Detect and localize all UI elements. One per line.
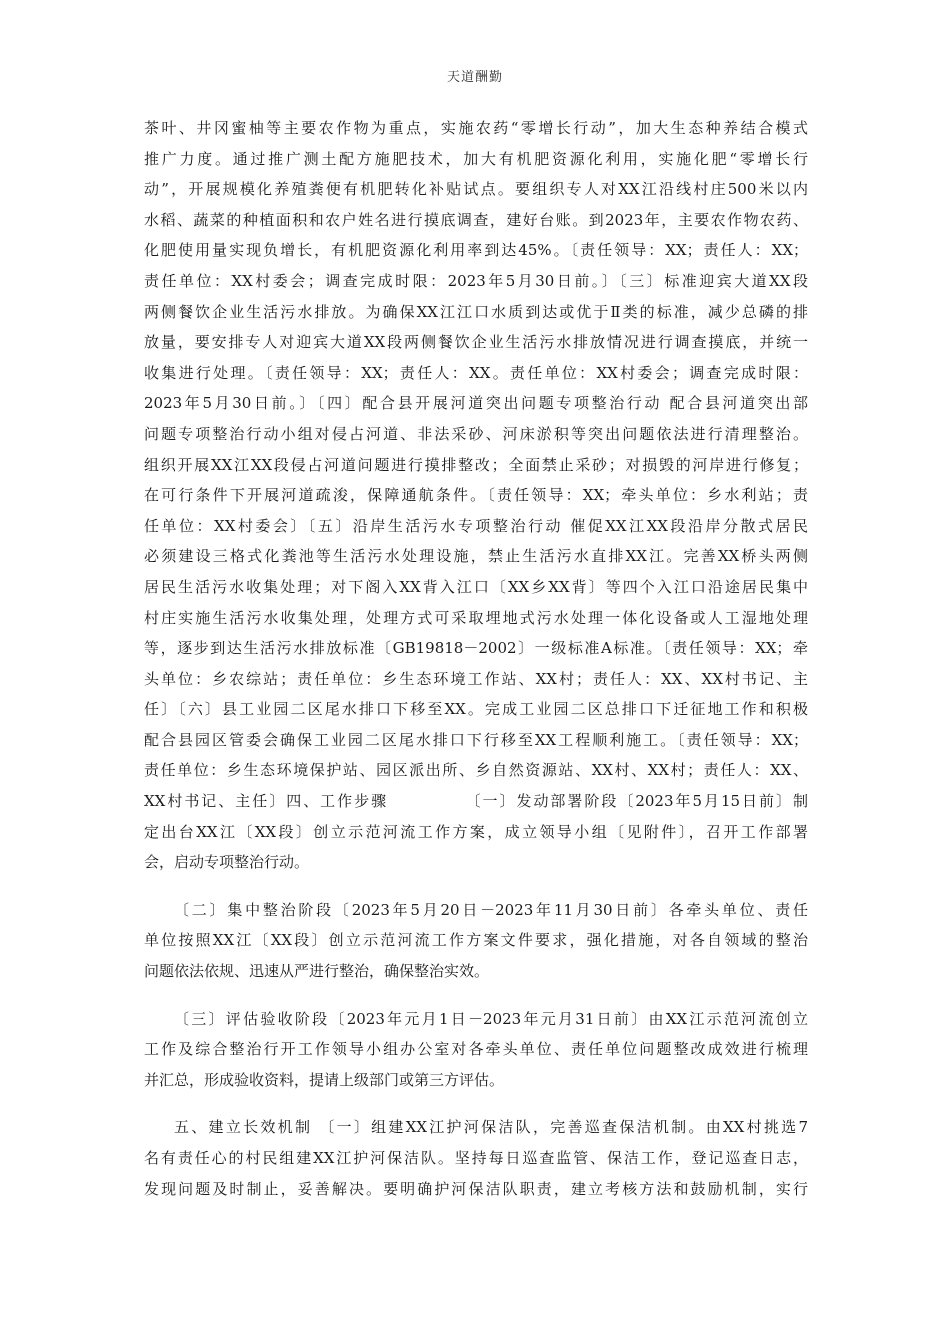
paragraph-1: [144, 113, 808, 878]
text-line: 村庄实施生活污水收集处理，处理方式可采取埋地式污水处理一体化设备或人工湿地处理: [144, 608, 808, 627]
text-line: 工作及综合整治行开工作领导小组办公室对各牵头单位、责任单位问题整改成效进行梳理: [144, 1040, 808, 1059]
text-line: 任〕〔六〕县工业园二区尾水排口下移至XX。完成工业园二区总排口下迁征地工作和积极: [144, 700, 808, 719]
text-line: 配合县园区管委会确保工业园二区尾水排口下行移至XX工程顺利施工。〔责任领导：XX；: [144, 730, 808, 749]
text-line: 两侧餐饮企业生活污水排放。为确保XX江江口水质到达或优于Ⅱ类的标准，减少总磷的排: [144, 302, 808, 321]
text-line: 收集进行处理。〔责任领导：XX；责任人：XX。责任单位：XX村委会；调查完成时限：: [144, 363, 808, 382]
text-line: 任单位：XX村委会〕〔五〕沿岸生活污水专项整治行动 催促XX江XX段沿岸分散式居民: [144, 516, 808, 535]
text-line: 放量，要安排专人对迎宾大道XX段两侧餐饮企业生活污水排放情况进行调查摸底，并统一: [144, 333, 808, 352]
text-line: 责任单位：乡生态环境保护站、园区派出所、乡自然资源站、XX村、XX村；责任人：XX、: [144, 761, 808, 780]
text-line: 责任单位：XX村委会；调查完成时限：2023年5月30日前。〕〔三〕标准迎宾大道XX段: [144, 271, 808, 290]
text-line: 定出台XX江〔XX段〕创立示范河流工作方案，成立领导小组〔见附件〕，召开工作部署: [144, 822, 808, 841]
text-line: 2023年5月30日前。〕〔四〕配合县开展河道突出问题专项整治行动 配合县河道突出部: [144, 394, 808, 413]
page-header: 天道酬勤: [446, 70, 503, 85]
text-line: 等，逐步到达生活污水排放标准〔GB19818－2002〕一级标准A标准。〔责任领导：XX；牵: [144, 639, 808, 658]
paragraph-3: [144, 1004, 808, 1096]
text-line: 动”，开展规模化养殖粪便有机肥转化补贴试点。要组织专人对XX江沿线村庄500米以内: [144, 180, 808, 199]
text-line: 茶叶、井冈蜜柚等主要农作物为重点，实施农药“零增长行动”，加大生态种养结合模式: [144, 119, 808, 137]
paragraph-spacer: [144, 1095, 808, 1112]
text-line: 组织开展XX江XX段侵占河道问题进行摸排整改；全面禁止采砂；对损毁的河岸进行修复；: [144, 455, 808, 474]
text-line: 问题依法依规、迅速从严进行整治，确保整治实效。: [144, 962, 490, 981]
paragraph-2: [144, 895, 808, 987]
document-body: [144, 113, 808, 1204]
paragraph-spacer: [144, 987, 808, 1004]
text-line: 五、建立长效机制 〔一〕组建XX江护河保洁队，完善巡查保洁机制。由XX村挑选7: [174, 1118, 808, 1137]
paragraph-spacer: [144, 878, 808, 895]
text-line: 发现问题及时制止，妥善解决。要明确护河保洁队职责，建立考核方法和鼓励机制，实行: [144, 1179, 808, 1198]
text-line: XX村书记、主任〕四、工作步骤 〔一〕发动部署阶段〔2023年5月15日前〕制: [144, 792, 808, 811]
text-line: 名有责任心的村民组建XX江护河保洁队。坚持每日巡查监管、保洁工作，登记巡查日志，: [144, 1149, 808, 1167]
text-line: 会，启动专项整治行动。: [144, 853, 310, 872]
text-line: 并汇总，形成验收资料，提请上级部门或第三方评估。: [144, 1070, 505, 1089]
text-line: 化肥使用量实现负增长，有机肥资源化利用率到达45%。〔责任领导：XX；责任人：XX；: [144, 241, 808, 260]
text-line: 单位按照XX江〔XX段〕创立示范河流工作方案文件要求，强化措施，对各自领域的整治: [144, 931, 808, 950]
text-line: 〔二〕集中整治阶段〔2023年5月20日－2023年11月30日前〕各牵头单位、责任: [174, 900, 808, 919]
text-line: 水稻、蔬菜的种植面积和农户姓名进行摸底调查，建好台账。到2023年，主要农作物农药、: [144, 210, 808, 229]
text-line: 〔三〕评估验收阶段〔2023年元月1日－2023年元月31日前〕由XX江示范河流创立: [174, 1009, 808, 1028]
text-line: 在可行条件下开展河道疏浚，保障通航条件。〔责任领导：XX；牵头单位：乡水利站；责: [144, 486, 808, 505]
text-line: 必须建设三格式化粪池等生活污水处理设施，禁止生活污水直排XX江。完善XX桥头两侧: [144, 547, 808, 566]
text-line: 推广力度。通过推广测土配方施肥技术，加大有机肥资源化利用，实施化肥“零增长行: [144, 149, 808, 168]
text-line: 居民生活污水收集处理；对下阁入XX背入江口〔XX乡XX背〕等四个入江口沿途居民集中: [144, 577, 808, 596]
paragraph-4: [144, 1112, 808, 1204]
text-line: 头单位：乡农综站；责任单位：乡生态环境工作站、XX村；责任人：XX、XX村书记、主: [144, 669, 808, 688]
text-line: 问题专项整治行动小组对侵占河道、非法采砂、河床淤积等突出问题依法进行清理整治。: [144, 424, 808, 443]
